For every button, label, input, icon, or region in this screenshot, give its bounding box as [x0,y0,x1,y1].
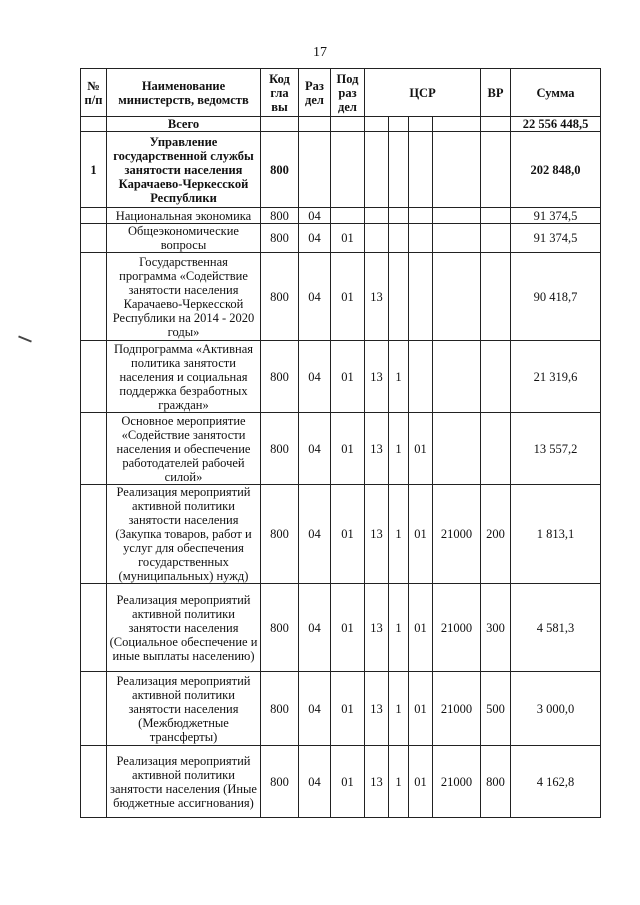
cell-sum: 4 581,3 [511,584,601,672]
cell-c4 [433,341,481,413]
table-row [81,485,601,584]
cell-code: 800 [261,584,299,672]
cell-c4 [433,253,481,341]
cell-pr [331,132,365,208]
table-row [81,224,601,253]
cell-c3 [409,208,433,224]
cell-c2: 1 [389,672,409,746]
cell-c1: 13 [365,672,389,746]
cell-num [81,253,107,341]
cell-num [81,413,107,485]
table-row [81,253,601,341]
cell-code: 800 [261,672,299,746]
cell-c3 [409,341,433,413]
table-row [81,584,601,672]
cell-pr: 01 [331,341,365,413]
table-row [81,672,601,746]
cell-pr: 01 [331,224,365,253]
total-num-cell [81,117,107,132]
header-sum: Сумма [511,69,601,117]
cell-num [81,746,107,818]
cell-c4 [433,413,481,485]
cell-c2 [389,253,409,341]
cell-name: Реализация мероприятий активной политики занятости населения (Закупка товаров, работ и услуг для обеспечения государственных (муниципальных) нужд) [107,485,261,584]
cell-c2 [389,208,409,224]
cell-c1: 13 [365,413,389,485]
cell-vr [481,208,511,224]
cell-c4 [433,208,481,224]
cell-c3 [409,253,433,341]
cell-pr: 01 [331,253,365,341]
total-label: Всего [107,117,261,132]
cell-rz: 04 [299,584,331,672]
cell-vr [481,224,511,253]
cell-code: 800 [261,208,299,224]
cell-rz: 04 [299,253,331,341]
cell-sum: 91 374,5 [511,224,601,253]
cell-sum: 21 319,6 [511,341,601,413]
header-vr: ВР [481,69,511,117]
cell-c2: 1 [389,413,409,485]
cell-num [81,224,107,253]
cell-c1 [365,224,389,253]
cell-c3: 01 [409,746,433,818]
total-row [81,117,601,132]
cell-sum: 4 162,8 [511,746,601,818]
cell-c1: 13 [365,485,389,584]
budget-table [80,68,601,818]
cell-c1: 13 [365,584,389,672]
scan-mark [18,335,32,342]
cell-name: Общеэкономические вопросы [107,224,261,253]
cell-name: Управление государственной службы занятости населения Карачаево-Черкесской Республики [107,132,261,208]
cell-num [81,208,107,224]
cell-c3 [409,132,433,208]
cell-sum: 3 000,0 [511,672,601,746]
cell-sum: 13 557,2 [511,413,601,485]
cell-c2 [389,224,409,253]
cell-vr: 200 [481,485,511,584]
cell-c3: 01 [409,485,433,584]
cell-num: 1 [81,132,107,208]
cell-name: Основное мероприятие «Содействие занятости населения и обеспечение работодателей рабочей силой» [107,413,261,485]
cell-vr [481,341,511,413]
cell-c4: 21000 [433,584,481,672]
table-row [81,413,601,485]
cell-code: 800 [261,224,299,253]
cell-c1 [365,132,389,208]
cell-c2: 1 [389,584,409,672]
cell-pr: 01 [331,485,365,584]
cell-name: Государственная программа «Содействие занятости населения Карачаево-Черкесской Республики на 2014 - 2020 годы» [107,253,261,341]
cell-c4: 21000 [433,672,481,746]
cell-rz: 04 [299,341,331,413]
total-sum: 22 556 448,5 [511,117,601,132]
cell-rz: 04 [299,413,331,485]
header-num: № п/п [81,69,107,117]
cell-c1: 13 [365,341,389,413]
cell-vr: 500 [481,672,511,746]
page-number: 17 [313,45,327,60]
cell-vr: 800 [481,746,511,818]
cell-num [81,584,107,672]
cell-num [81,485,107,584]
header-razdel: Раз дел [299,69,331,117]
cell-rz [299,132,331,208]
header-name: Наименование министерств, ведомств [107,69,261,117]
table-body [81,117,601,818]
table-row [81,341,601,413]
cell-name: Реализация мероприятий активной политики занятости населения (Иные бюджетные ассигнования) [107,746,261,818]
cell-num [81,341,107,413]
cell-code: 800 [261,485,299,584]
cell-c3: 01 [409,413,433,485]
table-row [81,746,601,818]
table-row [81,208,601,224]
cell-c3 [409,224,433,253]
cell-c4: 21000 [433,485,481,584]
cell-pr [331,208,365,224]
cell-sum: 1 813,1 [511,485,601,584]
cell-sum: 202 848,0 [511,132,601,208]
cell-c2 [389,132,409,208]
table-row [81,132,601,208]
cell-pr: 01 [331,672,365,746]
cell-c2: 1 [389,341,409,413]
cell-name: Национальная экономика [107,208,261,224]
header-podrazdel: Под раз дел [331,69,365,117]
cell-code: 800 [261,746,299,818]
cell-c1: 13 [365,253,389,341]
cell-rz: 04 [299,208,331,224]
cell-code: 800 [261,132,299,208]
cell-sum: 90 418,7 [511,253,601,341]
cell-c3: 01 [409,672,433,746]
cell-c2: 1 [389,485,409,584]
cell-c3: 01 [409,584,433,672]
cell-vr [481,253,511,341]
cell-pr: 01 [331,413,365,485]
cell-c1: 13 [365,746,389,818]
cell-c1 [365,208,389,224]
cell-name: Реализация мероприятий активной политики занятости населения (Социальное обеспечение и иные выплаты населению) [107,584,261,672]
cell-c4 [433,132,481,208]
header-code: Код гла вы [261,69,299,117]
cell-rz: 04 [299,485,331,584]
cell-pr: 01 [331,746,365,818]
cell-name: Реализация мероприятий активной политики занятости населения (Межбюджетные трансферты) [107,672,261,746]
header-row [81,69,601,117]
cell-c2: 1 [389,746,409,818]
cell-vr [481,413,511,485]
cell-rz: 04 [299,746,331,818]
cell-sum: 91 374,5 [511,208,601,224]
cell-rz: 04 [299,224,331,253]
cell-rz: 04 [299,672,331,746]
cell-code: 800 [261,413,299,485]
cell-vr [481,132,511,208]
cell-name: Подпрограмма «Активная политика занятости населения и социальная поддержка безработных граждан» [107,341,261,413]
cell-c4 [433,224,481,253]
cell-pr: 01 [331,584,365,672]
cell-code: 800 [261,341,299,413]
cell-vr: 300 [481,584,511,672]
header-csr: ЦСР [365,69,481,117]
cell-num [81,672,107,746]
cell-code: 800 [261,253,299,341]
cell-c4: 21000 [433,746,481,818]
